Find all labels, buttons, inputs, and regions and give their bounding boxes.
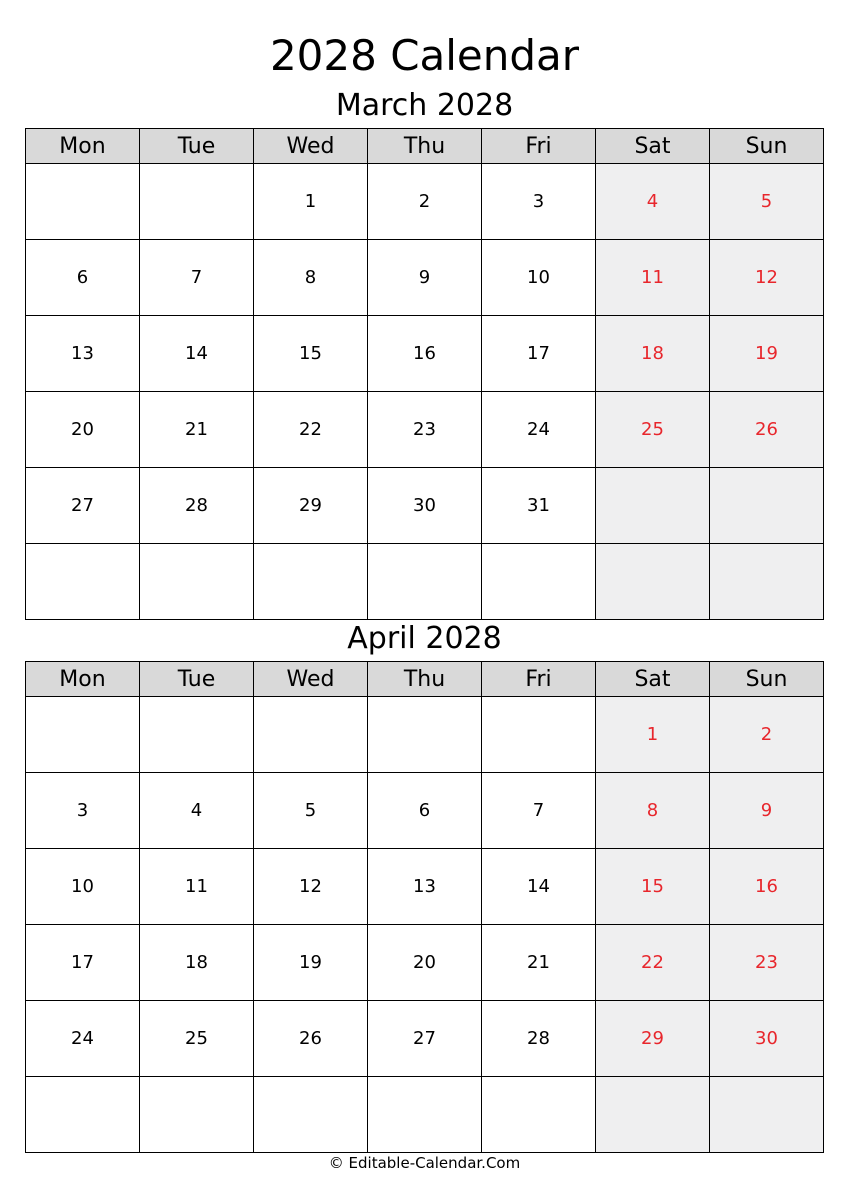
day-cell: 9 xyxy=(710,773,824,849)
day-cell: 23 xyxy=(368,392,482,468)
empty-day-cell xyxy=(596,468,710,544)
week-row xyxy=(26,468,824,544)
week-row xyxy=(26,544,824,620)
day-cell: 11 xyxy=(140,849,254,925)
empty-day-cell xyxy=(140,697,254,773)
footer-copyright: © Editable-Calendar.Com xyxy=(328,1154,521,1172)
week-row xyxy=(26,697,824,773)
day-cell: 30 xyxy=(710,1001,824,1077)
weekday-header-row xyxy=(26,662,824,697)
weekday-header-1: Tue xyxy=(140,662,254,697)
day-cell: 16 xyxy=(710,849,824,925)
day-cell: 8 xyxy=(596,773,710,849)
day-cell: 3 xyxy=(482,164,596,240)
day-cell: 4 xyxy=(140,773,254,849)
weekday-header-5: Sat xyxy=(596,129,710,164)
weekday-header-2: Wed xyxy=(254,129,368,164)
day-cell: 24 xyxy=(26,1001,140,1077)
day-cell: 24 xyxy=(482,392,596,468)
empty-day-cell xyxy=(26,544,140,620)
day-cell: 1 xyxy=(596,697,710,773)
day-cell: 28 xyxy=(482,1001,596,1077)
day-cell: 22 xyxy=(596,925,710,1001)
weekday-header-6: Sun xyxy=(710,662,824,697)
day-cell: 1 xyxy=(254,164,368,240)
day-cell: 18 xyxy=(140,925,254,1001)
weekday-header-4: Fri xyxy=(482,662,596,697)
empty-day-cell xyxy=(140,1077,254,1153)
empty-day-cell xyxy=(254,697,368,773)
day-cell: 21 xyxy=(140,392,254,468)
month-title-march: March 2028 xyxy=(335,88,514,123)
day-cell: 17 xyxy=(26,925,140,1001)
empty-day-cell xyxy=(140,544,254,620)
day-cell: 20 xyxy=(26,392,140,468)
page-title: 2028 Calendar xyxy=(269,31,580,80)
day-cell: 18 xyxy=(596,316,710,392)
empty-day-cell xyxy=(254,544,368,620)
weekday-header-4: Fri xyxy=(482,129,596,164)
day-cell: 22 xyxy=(254,392,368,468)
weekday-header-3: Thu xyxy=(368,129,482,164)
day-cell: 19 xyxy=(710,316,824,392)
day-cell: 14 xyxy=(140,316,254,392)
week-row xyxy=(26,240,824,316)
day-cell: 27 xyxy=(26,468,140,544)
weekday-header-2: Wed xyxy=(254,662,368,697)
day-cell: 7 xyxy=(482,773,596,849)
empty-day-cell xyxy=(26,164,140,240)
day-cell: 26 xyxy=(254,1001,368,1077)
day-cell: 5 xyxy=(710,164,824,240)
empty-day-cell xyxy=(140,164,254,240)
weekday-header-5: Sat xyxy=(596,662,710,697)
day-cell: 12 xyxy=(254,849,368,925)
day-cell: 6 xyxy=(368,773,482,849)
weekday-header-1: Tue xyxy=(140,129,254,164)
empty-day-cell xyxy=(26,1077,140,1153)
empty-day-cell xyxy=(710,1077,824,1153)
day-cell: 7 xyxy=(140,240,254,316)
week-row xyxy=(26,1077,824,1153)
day-cell: 12 xyxy=(710,240,824,316)
day-cell: 20 xyxy=(368,925,482,1001)
weekday-header-0: Mon xyxy=(26,662,140,697)
week-row xyxy=(26,773,824,849)
day-cell: 8 xyxy=(254,240,368,316)
weekday-header-6: Sun xyxy=(710,129,824,164)
day-cell: 30 xyxy=(368,468,482,544)
day-cell: 29 xyxy=(254,468,368,544)
day-cell: 4 xyxy=(596,164,710,240)
day-cell: 15 xyxy=(254,316,368,392)
day-cell: 10 xyxy=(482,240,596,316)
month-title-april: April 2028 xyxy=(347,621,502,656)
day-cell: 11 xyxy=(596,240,710,316)
empty-day-cell xyxy=(368,1077,482,1153)
day-cell: 26 xyxy=(710,392,824,468)
day-cell: 27 xyxy=(368,1001,482,1077)
day-cell: 2 xyxy=(368,164,482,240)
day-cell: 13 xyxy=(26,316,140,392)
empty-day-cell xyxy=(596,544,710,620)
empty-day-cell xyxy=(482,697,596,773)
day-cell: 10 xyxy=(26,849,140,925)
empty-day-cell xyxy=(368,697,482,773)
week-row xyxy=(26,164,824,240)
day-cell: 19 xyxy=(254,925,368,1001)
empty-day-cell xyxy=(482,1077,596,1153)
calendar-grid-april xyxy=(25,661,824,1153)
calendar-grid-march xyxy=(25,128,824,620)
empty-day-cell xyxy=(596,1077,710,1153)
empty-day-cell xyxy=(482,544,596,620)
weekday-header-0: Mon xyxy=(26,129,140,164)
day-cell: 23 xyxy=(710,925,824,1001)
day-cell: 3 xyxy=(26,773,140,849)
day-cell: 9 xyxy=(368,240,482,316)
day-cell: 2 xyxy=(710,697,824,773)
week-row xyxy=(26,316,824,392)
day-cell: 25 xyxy=(140,1001,254,1077)
day-cell: 13 xyxy=(368,849,482,925)
day-cell: 21 xyxy=(482,925,596,1001)
week-row xyxy=(26,1001,824,1077)
day-cell: 15 xyxy=(596,849,710,925)
day-cell: 17 xyxy=(482,316,596,392)
day-cell: 31 xyxy=(482,468,596,544)
empty-day-cell xyxy=(368,544,482,620)
week-row xyxy=(26,392,824,468)
empty-day-cell xyxy=(26,697,140,773)
empty-day-cell xyxy=(254,1077,368,1153)
empty-day-cell xyxy=(710,468,824,544)
empty-day-cell xyxy=(710,544,824,620)
weekday-header-row xyxy=(26,129,824,164)
day-cell: 6 xyxy=(26,240,140,316)
day-cell: 16 xyxy=(368,316,482,392)
day-cell: 28 xyxy=(140,468,254,544)
weekday-header-3: Thu xyxy=(368,662,482,697)
week-row xyxy=(26,925,824,1001)
day-cell: 25 xyxy=(596,392,710,468)
day-cell: 14 xyxy=(482,849,596,925)
day-cell: 29 xyxy=(596,1001,710,1077)
week-row xyxy=(26,849,824,925)
day-cell: 5 xyxy=(254,773,368,849)
